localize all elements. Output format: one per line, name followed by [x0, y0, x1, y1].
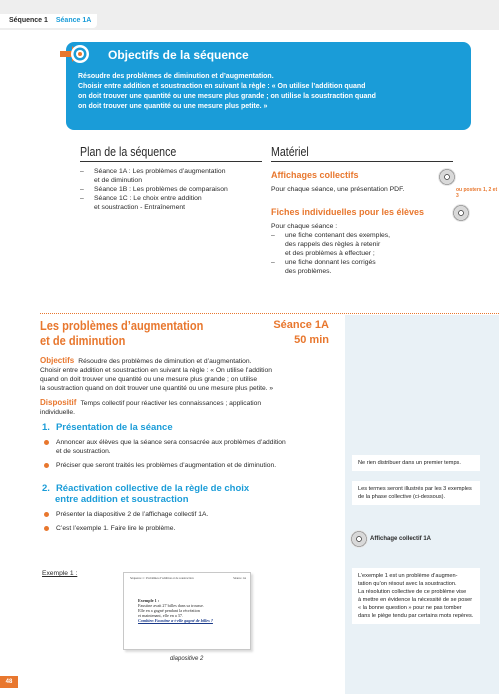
fiches-intro: Pour chaque séance : — [271, 223, 338, 230]
fiches-title: Fiches individuelles pour les élèves — [271, 207, 425, 217]
side-note-text: de la phase collective (ci-dessous). — [358, 494, 446, 500]
seance-duration: 50 min — [294, 334, 329, 346]
objectives-line: Résoudre des problèmes de diminution et d’augmentation. — [78, 73, 274, 80]
fiches-item-text: – une fiche donnant les corrigés — [285, 259, 376, 266]
dispositif-text: individuelle. — [40, 409, 75, 416]
fiches-item-text: des rappels des règles à retenir — [285, 241, 381, 248]
slide-title: Exemple 1 : — [138, 598, 160, 603]
bullet-text: Présenter la diapositive 2 de l’affichage collectif 1A. — [56, 511, 209, 518]
objectifs-keyword: Objectifs — [40, 356, 75, 365]
plan-item-text: et soustraction - Entraînement — [94, 204, 186, 211]
bullet-item — [44, 510, 344, 519]
slide-text: Faustine avait 27 billes dans sa trousse. — [138, 603, 204, 608]
plan-title: Plan de la séquence — [80, 145, 177, 159]
lesson-title-line: Les problèmes d’augmentation — [40, 318, 204, 333]
side-note — [352, 481, 480, 505]
section-number: 1. — [42, 422, 50, 433]
affichages-title: Affichages collectifs — [271, 170, 359, 180]
slide-text: Elle en a gagné pendant la récréation — [138, 608, 200, 613]
bullet-text: Préciser que seront traités les problèmes d’augmentation et de diminution. — [56, 462, 277, 469]
objectives-text — [78, 72, 463, 112]
bullet-item — [44, 461, 344, 470]
fiches-item-text: – une fiche contenant des exemples, — [285, 232, 391, 239]
objectifs-block — [40, 356, 340, 393]
affichage-label: Affichage collectif 1A — [370, 536, 432, 542]
plan-item — [80, 167, 265, 185]
side-note-text: L’exemple 1 est un problème d’augmen- — [358, 573, 458, 579]
lesson-title-line: et de diminution — [40, 333, 126, 348]
lesson-title — [40, 318, 210, 348]
materiel-divider — [271, 161, 453, 162]
plan-divider — [80, 161, 262, 162]
bullet-text: Annoncer aux élèves que la séance sera consacrée aux problèmes d’addition — [56, 439, 286, 446]
section-title: Réactivation collective de la règle de choix — [55, 483, 250, 494]
side-note — [352, 568, 480, 624]
fiches-item-text: et des problèmes à effectuer ; — [285, 250, 375, 257]
plan-item-text: et de diminution — [94, 177, 142, 184]
plan-item-text: – Séance 1C : Le choix entre addition — [94, 195, 202, 202]
cd-icon — [452, 204, 470, 222]
objectives-line: Choisir entre addition et soustraction en suivant la règle : « On utilise l’addition quand — [78, 83, 366, 90]
dispositif-text: Temps collectif pour réactiver les connaissances ; application — [80, 400, 262, 407]
side-note — [352, 455, 480, 471]
lesson-seance — [273, 318, 329, 348]
bullet-text: C’est l’exemple 1. Faire lire le problème. — [56, 525, 176, 532]
objectifs-text: Choisir entre addition et soustraction en suivant la règle : « On utilise l’addition — [40, 367, 272, 374]
section-divider — [40, 313, 499, 314]
plan-list — [80, 167, 265, 212]
plan-item — [80, 194, 265, 212]
slide-thumbnail — [123, 572, 251, 650]
bullet-item — [44, 438, 344, 456]
objectives-line: on doit trouver une quantité ou une mesure plus petite. » — [78, 103, 268, 110]
section-2-heading — [42, 483, 249, 505]
example-label: Exemple 1 : — [42, 570, 78, 577]
slide-header: Séquence 1 : Problèmes d’addition et de soustraction — [130, 576, 194, 580]
side-note-text: Les termes seront illustrés par les 3 exemples — [358, 486, 472, 492]
side-note-text: tation qu’on résout avec la soustraction. — [358, 581, 457, 587]
section-title: entre addition et soustraction — [55, 494, 189, 505]
affichages-text: Pour chaque séance, une présentation PDF. — [271, 186, 405, 193]
seance-label: Séance 1A — [55, 17, 92, 24]
slide-question: Combien Faustine a-t-elle gagné de billes ? — [138, 618, 213, 623]
plan-item — [80, 185, 265, 194]
cd-icon — [350, 530, 368, 548]
page-number: 48 — [0, 676, 18, 688]
fiches-item — [271, 258, 441, 276]
cd-icon — [438, 168, 456, 186]
sequence-tab — [0, 14, 97, 28]
objectives-title: Objectifs de la séquence — [108, 48, 249, 62]
fiches-block — [271, 222, 441, 276]
side-note-text: à mettre en évidence la nécessité de se poser — [358, 597, 473, 603]
section-1-heading — [42, 422, 173, 433]
seance-name: Séance 1A — [273, 319, 329, 331]
bullet-item — [44, 524, 344, 533]
dispositif-keyword: Dispositif — [40, 398, 77, 407]
slide-tag: Séance 1A — [233, 576, 246, 580]
objectives-box — [66, 42, 471, 130]
objectives-line: on doit trouver une quantité ou une mesure plus grande ; on utilise la soustraction quand — [78, 93, 376, 100]
side-note-text: dans le piège tendu par certains mots repères. — [358, 613, 474, 619]
cd-label: ou posters 1, 2 et 3 — [456, 187, 498, 199]
side-note-text: Ne rien distribuer dans un premier temps. — [358, 460, 461, 466]
objectifs-text: Résoudre des problèmes de diminution et d’augmentation. — [78, 358, 252, 365]
section-number: 2. — [42, 483, 50, 494]
objectifs-text: la soustraction quand on doit trouver une quantité ou une mesure plus petite. » — [40, 385, 274, 392]
fiches-item — [271, 231, 441, 258]
side-note-text: « la bonne question » pour ne pas tomber — [358, 605, 462, 611]
section-title: Présentation de la séance — [55, 422, 173, 433]
target-arrow-icon — [60, 40, 90, 68]
slide-body — [138, 598, 243, 623]
dispositif-block — [40, 398, 340, 417]
materiel-title: Matériel — [271, 145, 309, 159]
bullet-text: et de soustraction. — [56, 448, 111, 455]
sequence-label: Séquence 1 — [9, 17, 48, 24]
slide-caption: diapositive 2 — [170, 656, 204, 662]
fiches-item-text: des problèmes. — [285, 268, 332, 275]
fiches-list — [271, 231, 441, 276]
plan-item-text: – Séance 1B : Les problèmes de comparaison — [94, 186, 228, 193]
objectifs-text: quand on doit trouver une quantité ou une mesure plus grande ; on utilise — [40, 376, 258, 383]
plan-item-text: – Séance 1A : Les problèmes d’augmentation — [94, 168, 226, 175]
slide-text: et maintenant, elle en a 37. — [138, 613, 183, 618]
side-note-text: La résolution collective de ce problème vise — [358, 589, 467, 595]
